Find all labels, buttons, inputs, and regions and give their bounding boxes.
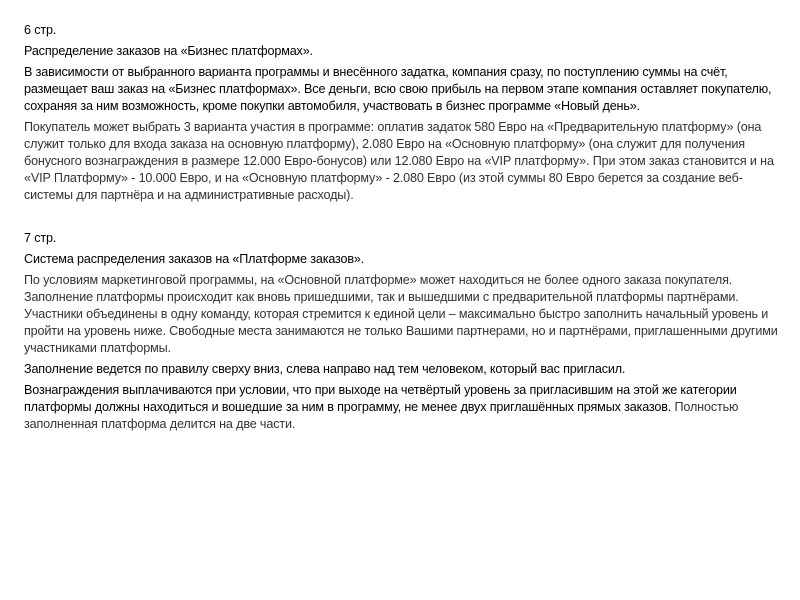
heading-order-platform: Система распределения заказов на «Платформе заказов». bbox=[24, 252, 365, 266]
paragraph-filling-rule: Заполнение ведется по правилу сверху вниз, слева направо над тем человеком, который вас пригласил. bbox=[24, 362, 626, 376]
paragraph-order-placement: В зависимости от выбранного варианта программы и внесённого задатка, компания сразу, по поступлению суммы на счёт, размещает ваш заказ на «Бизнес платформах». Все деньги, всю свою прибыль на первом этапе компания оставляет покупателю, сохраняя за ним возможность, кроме покупки автомобиля, участвовать в бизнес программе «Новый день». bbox=[24, 65, 772, 113]
heading-business-platforms: Распределение заказов на «Бизнес платформах». bbox=[24, 44, 313, 58]
page-label-6: 6 стр. bbox=[24, 23, 57, 37]
platform-split-text: Полностью заполненная платформа делится на две части. bbox=[24, 400, 739, 431]
rewards-condition-text: Вознаграждения выплачиваются при условии, что при выходе на четвёртый уровень за пригласившим на этой же категории платформы должны находиться и вошедшие за ним в программу, не менее двух приглашённых прямых заказов. bbox=[24, 383, 737, 414]
paragraph-marketing-conditions: По условиям маркетинговой программы, на «Основной платформе» может находиться не более одного заказа покупателя. Заполнение платформы происходит как вновь пришедшими, так и вышедшими с предварительной платформы партнёрами. Участники объединены в одну команду, которая стремится к единой цели – максимально быстро заполнить начальный уровень и пройти на уровень ниже. Свободные места занимаются не только Вашими партнерами, но и партнёрами, приглашенными другими участниками платформы. bbox=[24, 273, 778, 355]
section-spacer bbox=[24, 208, 780, 230]
paragraph-participation-options: Покупатель может выбрать 3 варианта участия в программе: оплатив задаток 580 Евро на «Предварительную платформу» (она служит только для входа заказа на основную платформу), 2.080 Евро на «Основную платформу» (она служит для получения бонусного вознаграждения в размере 12.000 Евро-бонусов) или 12.080 Евро на «VIP платформу». При этом заказ становится и на «VIP Платформу» - 10.000 Евро, и на «Основную платформу» - 2.080 Евро (из этой суммы 80 Евро берется за создание веб-системы для партнёра и на административные расходы). bbox=[24, 120, 774, 202]
page-label-7: 7 стр. bbox=[24, 231, 57, 245]
paragraph-rewards bbox=[24, 382, 780, 433]
